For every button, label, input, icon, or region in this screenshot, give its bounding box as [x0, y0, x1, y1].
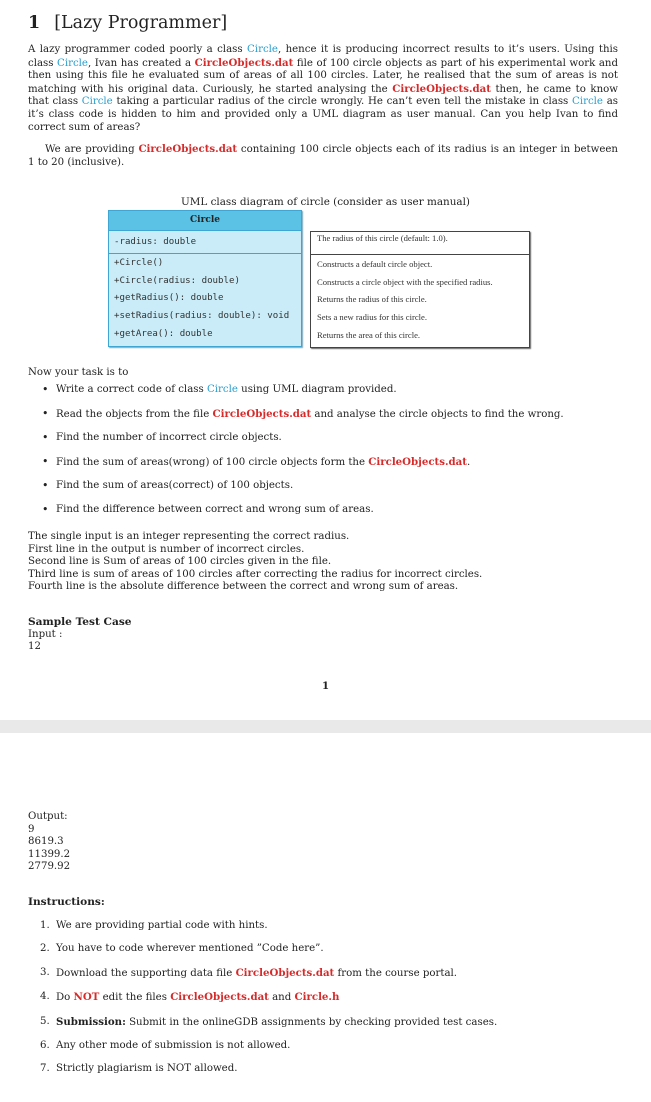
- output-line: 2779.92: [28, 861, 71, 873]
- instructions-list: [28, 920, 497, 1087]
- uml-class-name: Circle: [109, 211, 301, 231]
- uml-caption: UML class diagram of circle (consider as user manual): [181, 196, 470, 208]
- section-title-text: [Lazy Programmer]: [54, 13, 228, 33]
- sample-output-label: Output:: [28, 811, 68, 822]
- highlighted-term: Circle: [572, 96, 603, 108]
- instruction-item: 4. Do NOT edit the files CircleObjects.dat and Circle.h: [40, 991, 340, 1004]
- providing-paragraph: We are providing CircleObjects.dat containing 100 circle objects each of its radius is an integer in between 1 to 20 (inclusive).: [28, 143, 618, 168]
- uml-attribute: -radius: double: [114, 237, 197, 247]
- uml-operation: +Circle(radius: double): [114, 275, 240, 286]
- instruction-item: 6. Any other mode of submission is not allowed.: [40, 1039, 291, 1051]
- highlighted-term: Circle: [81, 96, 113, 108]
- task-item: • Read the objects from the file CircleObjects.dat and analyse the circle objects to find the wrong.: [56, 408, 564, 422]
- highlighted-term: Circle: [247, 44, 278, 55]
- uml-operation: +getRadius(): double: [114, 293, 224, 304]
- instruction-item: 3. Download the supporting data file CircleObjects.dat from the course portal.: [40, 966, 458, 979]
- page-number: 1: [321, 680, 330, 692]
- highlighted-term: NOT: [73, 991, 100, 1004]
- sample-test-case: [28, 616, 132, 654]
- intro-paragraph: A lazy programmer coded poorly a class Circle, hence it is producing incorrect results to it’s users. Using this class Circle, Ivan has created a CircleObjects.dat file of 100 circle objects as part of his experimental work and then using this file he evaluated sum of areas of all 100 circles. Later, he realised that the sum of areas is not matching with his original data. Curiously, he started analysing the CircleObjects.dat then, he came to know that class Circle taking a particular radius of the circle wrongly. He can’t even tell the mistake in class Circle as it’s class code is hidden to him and provided only a UML diagram as user manual. Can you help Ivan to find correct sum of areas?: [28, 44, 619, 133]
- task-item: • Write a correct code of class Circle using UML diagram provided.: [56, 384, 564, 397]
- highlighted-term: Circle.h: [294, 991, 340, 1004]
- uml-operation: +getArea(): double: [114, 328, 213, 339]
- instruction-item: 2. You have to code wherever mentioned ”Code here”.: [40, 943, 324, 955]
- highlighted-term: CircleObjects.dat: [235, 966, 335, 979]
- io-line: First line in the output is number of incorrect circles.: [28, 543, 305, 555]
- uml-operation-note: Constructs a circle object with the specified radius.: [317, 276, 493, 287]
- output-line: 8619.3: [28, 836, 64, 848]
- uml-operation: +setRadius(radius: double): void: [114, 311, 290, 322]
- sample-output: [28, 811, 70, 874]
- uml-attribute-note: The radius of this circle (default: 1.0).: [317, 233, 448, 243]
- instruction-item: 1. We are providing partial code with hints.: [40, 920, 268, 931]
- highlighted-term: Circle: [57, 57, 88, 69]
- section-title: [28, 12, 227, 34]
- io-description: [28, 531, 482, 594]
- section-number: 1: [28, 13, 41, 33]
- highlighted-term: CircleObjects.dat: [170, 991, 269, 1004]
- uml-operations: [109, 254, 301, 346]
- task-item: • Find the difference between correct and wrong sum of areas.: [56, 504, 564, 517]
- uml-operation-note: Returns the area of this circle.: [317, 329, 421, 340]
- task-item: • Find the sum of areas(wrong) of 100 circle objects form the CircleObjects.dat.: [56, 456, 564, 470]
- uml-operation: +Circle(): [114, 258, 164, 268]
- io-line: The single input is an integer representing the correct radius.: [28, 531, 350, 542]
- task-item: • Find the sum of areas(correct) of 100 objects.: [56, 480, 564, 493]
- sample-input-label: Input :: [28, 628, 63, 640]
- instruction-item: 5. Submission: Submit in the onlineGDB assignments by checking provided test cases.: [40, 1015, 498, 1028]
- io-line: Second line is Sum of areas of 100 circles given in the file.: [28, 556, 332, 568]
- output-line: 9: [28, 823, 35, 835]
- highlighted-term: CircleObjects.dat: [194, 56, 294, 69]
- uml-notes-box: [310, 231, 530, 348]
- task-item: • Find the number of incorrect circle objects.: [56, 432, 564, 445]
- sample-input-value: 12: [28, 641, 41, 653]
- task-intro: Now your task is to: [28, 367, 129, 378]
- uml-operation-note: Sets a new radius for this circle.: [317, 312, 428, 323]
- instructions-heading: Instructions:: [28, 896, 105, 908]
- highlighted-term: CircleObjects.dat: [368, 455, 467, 468]
- uml-operation-note: Constructs a default circle object.: [317, 259, 433, 269]
- output-line: 11399.2: [28, 848, 71, 860]
- highlighted-term: CircleObjects.dat: [392, 82, 491, 95]
- highlighted-term: CircleObjects.dat: [138, 143, 238, 155]
- highlighted-term: Circle: [206, 384, 238, 395]
- io-line: Third line is sum of areas of 100 circles after correcting the radius for incorrect circles.: [28, 568, 483, 580]
- instruction-item: 7. Strictly plagiarism is NOT allowed.: [40, 1063, 238, 1075]
- task-list: [28, 384, 564, 528]
- sample-heading: Sample Test Case: [28, 616, 132, 628]
- uml-class-box: [108, 210, 302, 347]
- highlighted-term: CircleObjects.dat: [212, 407, 312, 420]
- uml-operation-note: Returns the radius of this circle.: [317, 294, 427, 305]
- io-line: Fourth line is the absolute difference between the correct and wrong sum of areas.: [28, 581, 459, 593]
- uml-attributes: [109, 231, 301, 254]
- page-2: [0, 733, 651, 1102]
